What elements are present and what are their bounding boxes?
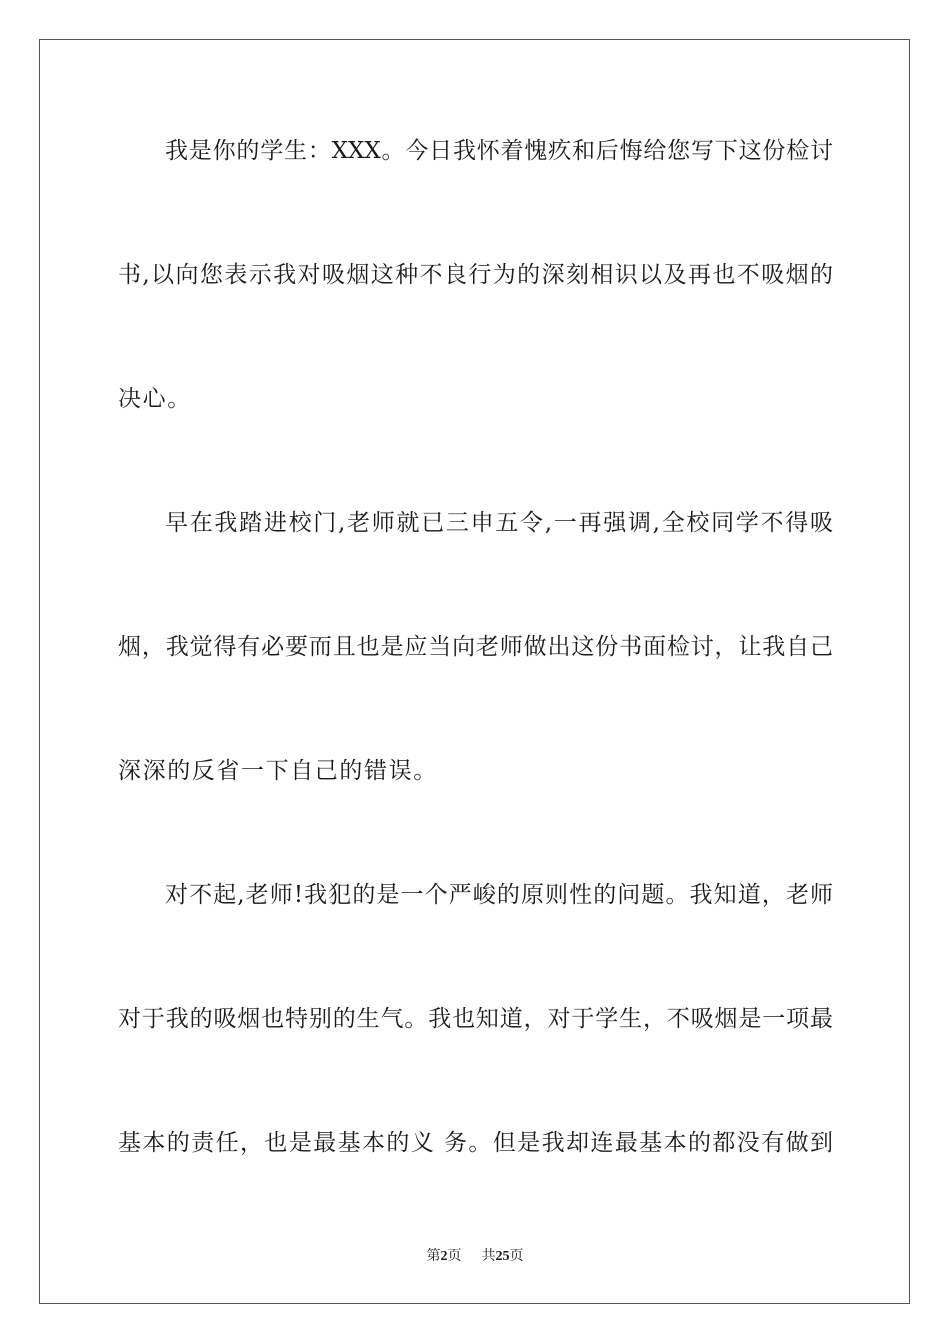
page-current: 2 bbox=[440, 1249, 448, 1264]
page-total: 25 bbox=[495, 1249, 510, 1264]
page-frame bbox=[39, 39, 910, 1304]
page-footer bbox=[0, 1247, 950, 1266]
paragraph-3-line-2: 对于我的吸烟也特别的生气。我也知道，对于学生，不吸烟是一项最 bbox=[118, 1006, 833, 1032]
total-prefix: 共 bbox=[481, 1248, 496, 1264]
paragraph-1-line-3: 决心。 bbox=[118, 386, 192, 412]
paragraph-2-line-1: 早在我踏进校门,老师就已三申五令,一再强调,全校同学不得吸 bbox=[165, 510, 833, 536]
paragraph-2-line-3: 深深的反省一下自己的错误。 bbox=[118, 758, 438, 784]
paragraph-2-line-2: 烟，我觉得有必要而且也是应当向老师做出这份书面检讨，让我自己 bbox=[118, 634, 833, 660]
paragraph-3-line-3: 基本的责任，也是最基本的义 务。但是我却连最基本的都没有做到 bbox=[118, 1130, 833, 1156]
page-prefix: 第 bbox=[426, 1248, 441, 1264]
total-unit: 页 bbox=[509, 1248, 524, 1264]
paragraph-1-line-1: 我是你的学生：XXX。今日我怀着愧疚和后悔给您写下这份检讨 bbox=[165, 138, 833, 164]
page-unit: 页 bbox=[447, 1248, 462, 1264]
paragraph-3-line-1: 对不起,老师!我犯的是一个严峻的原则性的问题。我知道，老师 bbox=[165, 882, 833, 908]
paragraph-1-line-2: 书,以向您表示我对吸烟这种不良行为的深刻相识以及再也不吸烟的 bbox=[118, 262, 833, 288]
